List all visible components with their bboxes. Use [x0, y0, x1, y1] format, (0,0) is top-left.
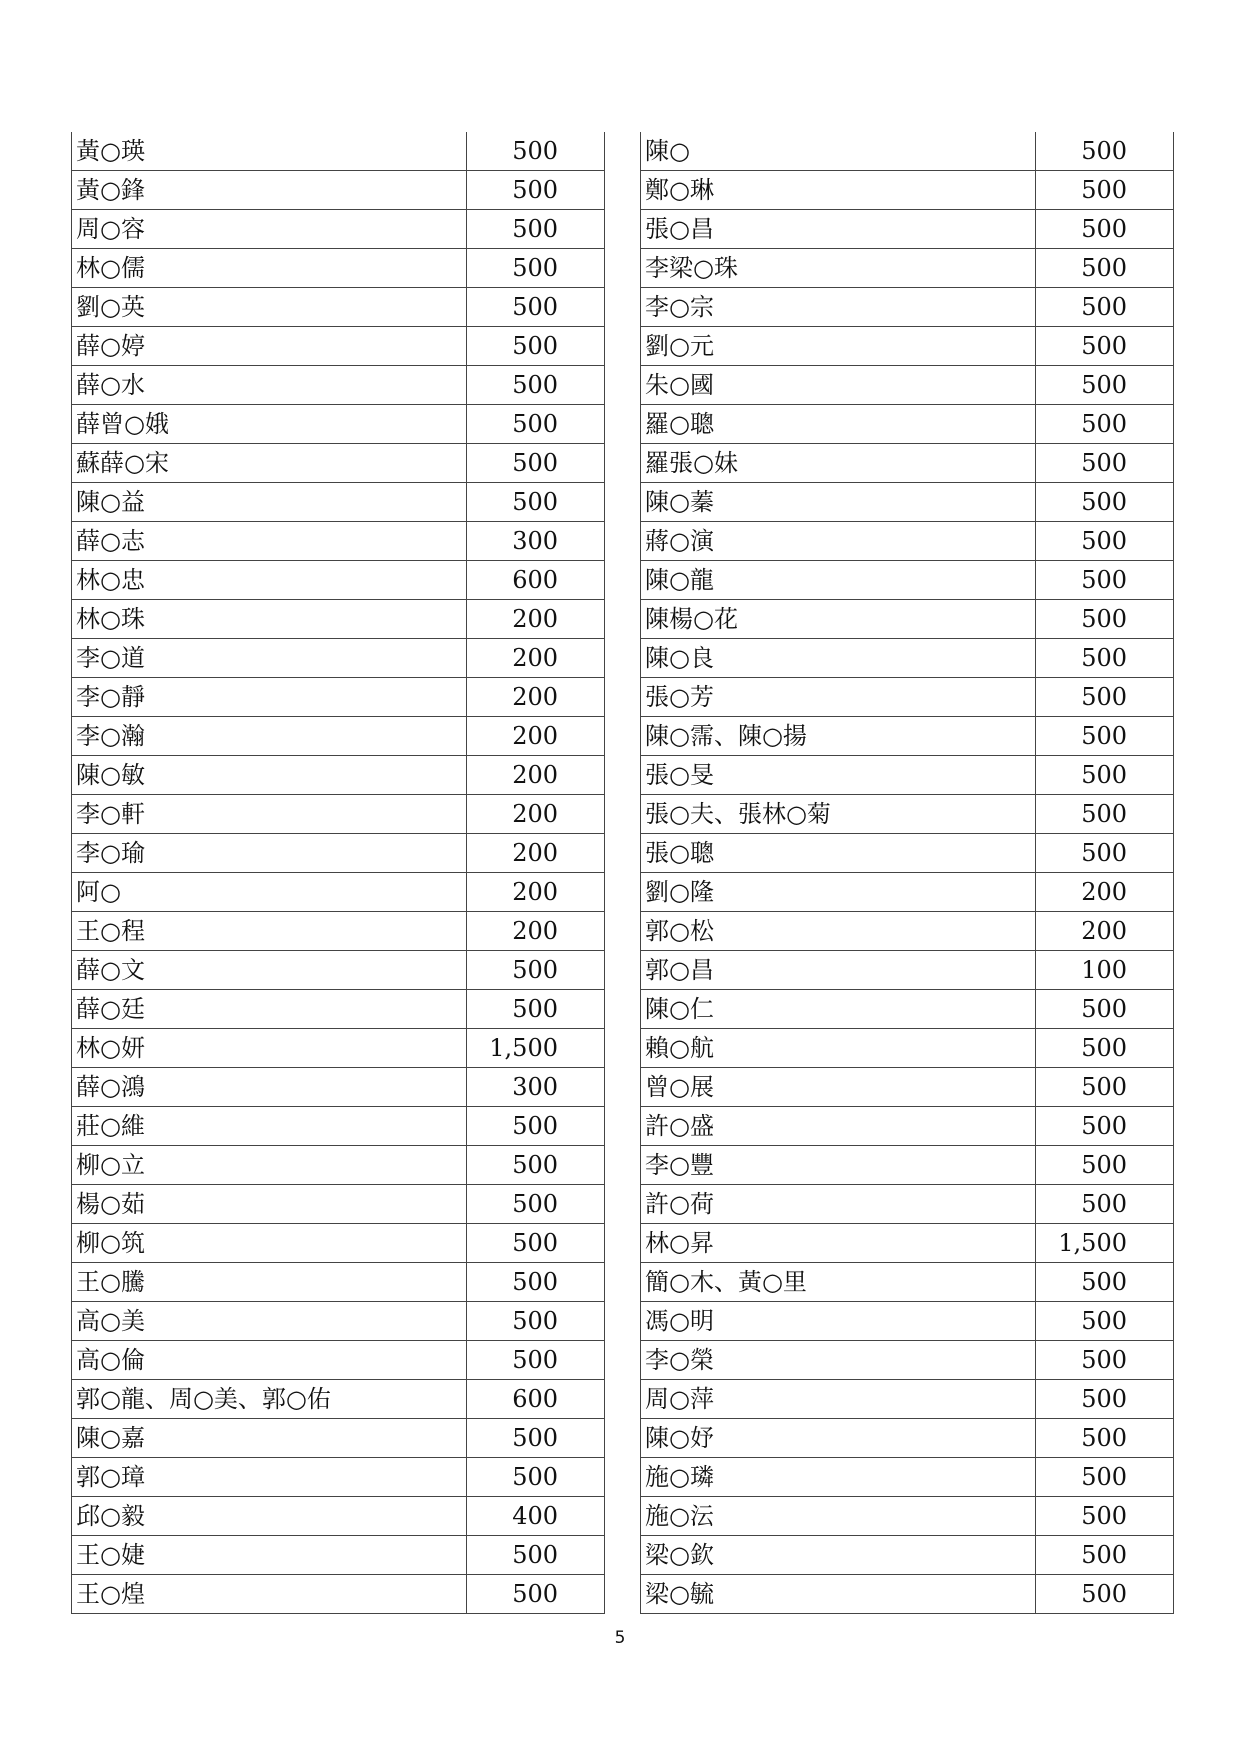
- table-row: [641, 1380, 1174, 1419]
- table-row: [641, 171, 1174, 210]
- donor-name: 李○瀚: [72, 717, 467, 756]
- donation-amount: 500: [1036, 600, 1174, 639]
- donor-table-left: [71, 132, 605, 1614]
- donor-name: 賴○航: [641, 1029, 1036, 1068]
- donor-name: 林○忠: [72, 561, 467, 600]
- table-row: [641, 1458, 1174, 1497]
- donor-name: 張○旻: [641, 756, 1036, 795]
- table-row: [72, 1380, 605, 1419]
- donor-name: 薛○水: [72, 366, 467, 405]
- donation-amount: 500: [1036, 249, 1174, 288]
- donor-name: 王○騰: [72, 1263, 467, 1302]
- table-row: [72, 522, 605, 561]
- table-row: [72, 561, 605, 600]
- table-row: [72, 951, 605, 990]
- donor-name: 劉○隆: [641, 873, 1036, 912]
- donation-amount: 500: [467, 1185, 605, 1224]
- donation-amount: 200: [467, 678, 605, 717]
- donation-amount: 500: [1036, 639, 1174, 678]
- donor-name: 郭○璋: [72, 1458, 467, 1497]
- donation-amount: 500: [467, 405, 605, 444]
- table-row: [641, 444, 1174, 483]
- donation-amount: 200: [467, 795, 605, 834]
- donor-name: 朱○國: [641, 366, 1036, 405]
- donor-name: 周○容: [72, 210, 467, 249]
- donation-amount: 200: [467, 717, 605, 756]
- donor-table-right: [640, 132, 1174, 1614]
- donor-name: 施○沄: [641, 1497, 1036, 1536]
- donation-amount: 500: [1036, 1107, 1174, 1146]
- page-number: 5: [614, 1628, 626, 1648]
- donor-name: 陳○嘉: [72, 1419, 467, 1458]
- donor-name: 陳○妤: [641, 1419, 1036, 1458]
- donation-amount: 500: [467, 1419, 605, 1458]
- donation-amount: 500: [1036, 561, 1174, 600]
- table-row: [641, 1029, 1174, 1068]
- donation-amount: 500: [467, 1263, 605, 1302]
- table-row: [72, 717, 605, 756]
- donor-name: 阿○: [72, 873, 467, 912]
- donor-name: 張○芳: [641, 678, 1036, 717]
- donor-name: 羅○聰: [641, 405, 1036, 444]
- donation-amount: 500: [1036, 1536, 1174, 1575]
- donation-amount: 300: [467, 522, 605, 561]
- donor-name: 馮○明: [641, 1302, 1036, 1341]
- donation-amount: 200: [467, 873, 605, 912]
- donor-name: 許○盛: [641, 1107, 1036, 1146]
- donor-name: 李○靜: [72, 678, 467, 717]
- table-row: [641, 1536, 1174, 1575]
- donor-name: 高○倫: [72, 1341, 467, 1380]
- donation-amount: 500: [467, 288, 605, 327]
- table-row: [641, 1497, 1174, 1536]
- donation-amount: 500: [1036, 795, 1174, 834]
- donation-amount: 500: [1036, 210, 1174, 249]
- table-row: [72, 1458, 605, 1497]
- table-row: [641, 327, 1174, 366]
- donor-name: 薛○婷: [72, 327, 467, 366]
- table-row: [72, 1302, 605, 1341]
- table-row: [641, 1068, 1174, 1107]
- donation-amount: 400: [467, 1497, 605, 1536]
- donor-name: 林○妍: [72, 1029, 467, 1068]
- table-row: [72, 600, 605, 639]
- donation-amount: 500: [1036, 756, 1174, 795]
- table-row: [641, 912, 1174, 951]
- donor-name: 陳○益: [72, 483, 467, 522]
- table-row: [641, 483, 1174, 522]
- table-row: [641, 1107, 1174, 1146]
- donation-amount: 1,500: [1036, 1224, 1174, 1263]
- donation-amount: 200: [467, 600, 605, 639]
- donor-table-right-body: [641, 132, 1174, 1614]
- donor-name: 張○聰: [641, 834, 1036, 873]
- table-row: [72, 1419, 605, 1458]
- table-row: [641, 756, 1174, 795]
- donation-amount: 500: [1036, 405, 1174, 444]
- donation-amount: 500: [467, 366, 605, 405]
- table-row: [641, 132, 1174, 171]
- table-row: [72, 249, 605, 288]
- table-row: [72, 405, 605, 444]
- donation-amount: 500: [1036, 1380, 1174, 1419]
- table-row: [641, 1263, 1174, 1302]
- donation-amount: 500: [467, 171, 605, 210]
- donation-amount: 500: [467, 1302, 605, 1341]
- table-row: [641, 249, 1174, 288]
- donation-amount: 500: [1036, 1419, 1174, 1458]
- table-row: [641, 210, 1174, 249]
- table-row: [72, 1185, 605, 1224]
- table-row: [641, 561, 1174, 600]
- donation-amount: 500: [467, 444, 605, 483]
- donation-amount: 500: [1036, 132, 1174, 171]
- donor-name: 羅張○妹: [641, 444, 1036, 483]
- donor-name: 周○萍: [641, 1380, 1036, 1419]
- table-row: [641, 1341, 1174, 1380]
- donor-name: 李○榮: [641, 1341, 1036, 1380]
- table-row: [641, 873, 1174, 912]
- donation-amount: 500: [467, 249, 605, 288]
- table-row: [641, 1146, 1174, 1185]
- donor-name: 薛○鴻: [72, 1068, 467, 1107]
- donation-amount: 1,500: [467, 1029, 605, 1068]
- table-row: [72, 795, 605, 834]
- donor-name: 曾○展: [641, 1068, 1036, 1107]
- table-row: [72, 1107, 605, 1146]
- donor-name: 李○瑜: [72, 834, 467, 873]
- donor-name: 張○昌: [641, 210, 1036, 249]
- donation-amount: 200: [467, 834, 605, 873]
- donor-name: 郭○昌: [641, 951, 1036, 990]
- donation-amount: 500: [1036, 288, 1174, 327]
- donation-amount: 200: [1036, 912, 1174, 951]
- table-row: [72, 1575, 605, 1614]
- donor-name: 陳○龍: [641, 561, 1036, 600]
- table-row: [641, 1302, 1174, 1341]
- donor-name: 柳○立: [72, 1146, 467, 1185]
- table-row: [72, 1224, 605, 1263]
- donation-amount: 500: [1036, 1068, 1174, 1107]
- donor-name: 莊○維: [72, 1107, 467, 1146]
- donation-amount: 500: [1036, 366, 1174, 405]
- table-row: [641, 834, 1174, 873]
- donor-table-left-body: [72, 132, 605, 1614]
- donation-amount: 500: [1036, 990, 1174, 1029]
- table-row: [641, 1575, 1174, 1614]
- donor-name: 王○煌: [72, 1575, 467, 1614]
- donor-name: 李○豐: [641, 1146, 1036, 1185]
- donation-amount: 500: [467, 327, 605, 366]
- donation-amount: 500: [467, 483, 605, 522]
- table-row: [641, 600, 1174, 639]
- donor-name: 陳○蓁: [641, 483, 1036, 522]
- donor-name: 柳○筑: [72, 1224, 467, 1263]
- donation-amount: 500: [1036, 444, 1174, 483]
- table-row: [641, 678, 1174, 717]
- table-row: [72, 171, 605, 210]
- table-row: [72, 366, 605, 405]
- donation-amount: 500: [467, 132, 605, 171]
- donation-amount: 500: [467, 1107, 605, 1146]
- donation-amount: 500: [467, 210, 605, 249]
- donation-amount: 200: [1036, 873, 1174, 912]
- table-row: [72, 756, 605, 795]
- donor-name: 楊○茹: [72, 1185, 467, 1224]
- donation-amount: 500: [1036, 1458, 1174, 1497]
- donor-name: 陳○敏: [72, 756, 467, 795]
- donor-name: 郭○松: [641, 912, 1036, 951]
- donation-amount: 500: [1036, 1146, 1174, 1185]
- donor-name: 陳○良: [641, 639, 1036, 678]
- donation-amount: 300: [467, 1068, 605, 1107]
- donor-name: 李○道: [72, 639, 467, 678]
- donor-name: 薛曾○娥: [72, 405, 467, 444]
- donation-amount: 500: [467, 1341, 605, 1380]
- donor-name: 王○婕: [72, 1536, 467, 1575]
- donation-amount: 500: [1036, 717, 1174, 756]
- donor-name: 黃○瑛: [72, 132, 467, 171]
- table-row: [72, 1341, 605, 1380]
- donor-name: 薛○廷: [72, 990, 467, 1029]
- donor-name: 施○璘: [641, 1458, 1036, 1497]
- table-row: [72, 132, 605, 171]
- table-row: [72, 1146, 605, 1185]
- table-row: [641, 639, 1174, 678]
- donation-amount: 500: [467, 1224, 605, 1263]
- donation-amount: 500: [1036, 171, 1174, 210]
- table-row: [641, 795, 1174, 834]
- donation-amount: 500: [1036, 327, 1174, 366]
- table-row: [641, 366, 1174, 405]
- table-row: [641, 1419, 1174, 1458]
- donation-amount: 200: [467, 639, 605, 678]
- donor-name: 陳○霈、陳○揚: [641, 717, 1036, 756]
- table-row: [72, 444, 605, 483]
- donor-name: 陳○仁: [641, 990, 1036, 1029]
- donor-name: 許○荷: [641, 1185, 1036, 1224]
- donation-amount: 500: [1036, 678, 1174, 717]
- table-row: [72, 1497, 605, 1536]
- donor-name: 郭○龍、周○美、郭○佑: [72, 1380, 467, 1419]
- donor-name: 邱○毅: [72, 1497, 467, 1536]
- donor-name: 李○軒: [72, 795, 467, 834]
- donation-amount: 500: [1036, 1302, 1174, 1341]
- donation-amount: 200: [467, 912, 605, 951]
- donation-amount: 500: [467, 1575, 605, 1614]
- donation-amount: 500: [1036, 1263, 1174, 1302]
- donor-name: 蔣○演: [641, 522, 1036, 561]
- table-row: [641, 1185, 1174, 1224]
- donation-amount: 500: [467, 1146, 605, 1185]
- table-row: [72, 1029, 605, 1068]
- donor-name: 高○美: [72, 1302, 467, 1341]
- table-row: [641, 717, 1174, 756]
- table-row: [72, 639, 605, 678]
- table-row: [72, 1068, 605, 1107]
- donor-name: 梁○欽: [641, 1536, 1036, 1575]
- donor-name: 林○昇: [641, 1224, 1036, 1263]
- donation-amount: 500: [1036, 1575, 1174, 1614]
- table-row: [641, 990, 1174, 1029]
- table-row: [72, 210, 605, 249]
- donation-amount: 500: [1036, 1185, 1174, 1224]
- donation-amount: 500: [1036, 1497, 1174, 1536]
- donor-name: 鄭○琳: [641, 171, 1036, 210]
- table-row: [641, 288, 1174, 327]
- donor-name: 李梁○珠: [641, 249, 1036, 288]
- donor-name: 林○儒: [72, 249, 467, 288]
- donation-amount: 500: [467, 951, 605, 990]
- table-row: [72, 1263, 605, 1302]
- donation-amount: 500: [467, 1458, 605, 1497]
- table-row: [72, 288, 605, 327]
- donor-name: 梁○毓: [641, 1575, 1036, 1614]
- table-row: [641, 1224, 1174, 1263]
- donor-name: 劉○元: [641, 327, 1036, 366]
- table-row: [72, 327, 605, 366]
- donation-amount: 500: [467, 1536, 605, 1575]
- donor-name: 張○夫、張林○菊: [641, 795, 1036, 834]
- donation-amount: 200: [467, 756, 605, 795]
- donor-name: 簡○木、黃○里: [641, 1263, 1036, 1302]
- table-row: [72, 990, 605, 1029]
- donor-name: 薛○志: [72, 522, 467, 561]
- table-row: [72, 678, 605, 717]
- table-row: [72, 912, 605, 951]
- table-row: [72, 834, 605, 873]
- donation-amount: 500: [1036, 483, 1174, 522]
- table-row: [72, 483, 605, 522]
- table-row: [641, 405, 1174, 444]
- table-row: [641, 522, 1174, 561]
- donation-amount: 500: [1036, 834, 1174, 873]
- donation-amount: 500: [1036, 522, 1174, 561]
- donor-name: 李○宗: [641, 288, 1036, 327]
- donation-amount: 600: [467, 1380, 605, 1419]
- donation-amount: 100: [1036, 951, 1174, 990]
- donation-amount: 600: [467, 561, 605, 600]
- donor-name: 薛○文: [72, 951, 467, 990]
- donor-name: 王○程: [72, 912, 467, 951]
- donation-amount: 500: [1036, 1341, 1174, 1380]
- table-row: [72, 873, 605, 912]
- donation-amount: 500: [467, 990, 605, 1029]
- table-row: [72, 1536, 605, 1575]
- donor-name: 陳楊○花: [641, 600, 1036, 639]
- donor-name: 林○珠: [72, 600, 467, 639]
- table-row: [641, 951, 1174, 990]
- donation-amount: 500: [1036, 1029, 1174, 1068]
- donor-name: 黃○鋒: [72, 171, 467, 210]
- donor-name: 劉○英: [72, 288, 467, 327]
- donor-name: 蘇薛○宋: [72, 444, 467, 483]
- donor-name: 陳○: [641, 132, 1036, 171]
